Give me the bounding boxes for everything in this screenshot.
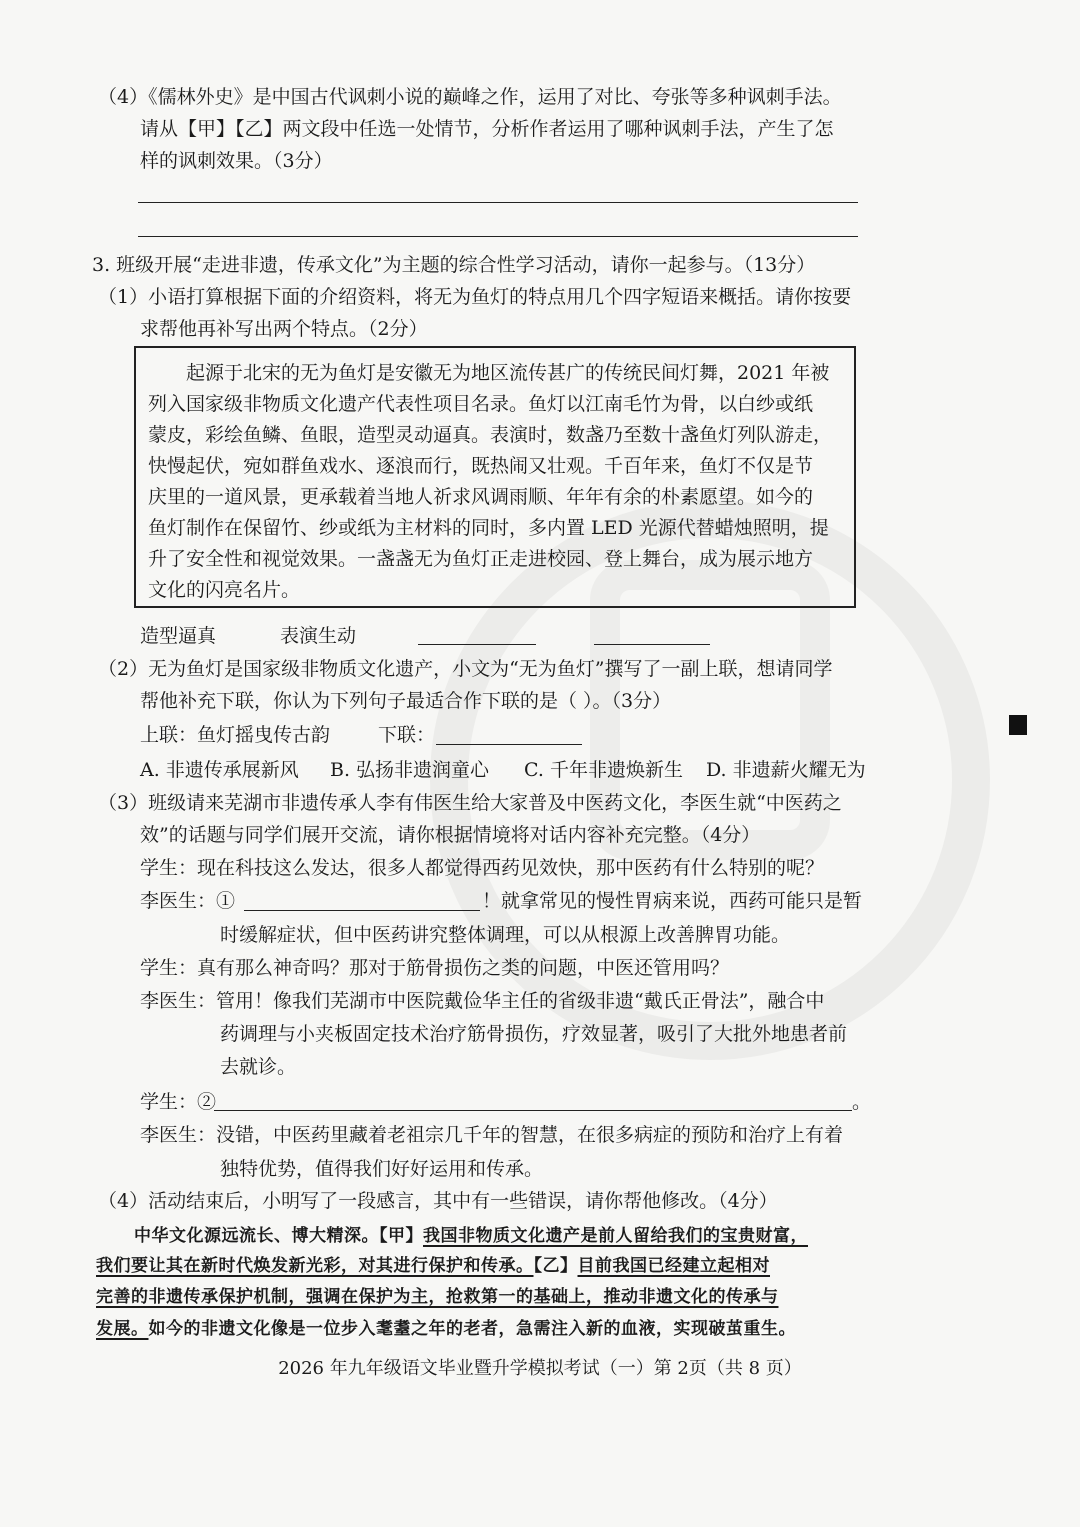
material-line: 列入国家级非物质文化遗产代表性项目名录。鱼灯以江南毛竹为骨，以白纱或纸	[148, 393, 814, 415]
dialog-doctor-2-line-1: 李医生：管用！像我们芜湖市中医院戴俭华主任的省级非遗“戴氏正骨法”，融合中	[140, 990, 825, 1012]
dialog-doctor-1-suffix: ！就拿常见的慢性胃病来说，西药可能只是暂	[482, 890, 863, 912]
dialog-student-1: 学生：现在科技这么发达，很多人都觉得西药见效快，那中医药有什么特别的呢？	[140, 857, 825, 879]
dialog-doctor-1-cont: 时缓解症状，但中医药讲究整体调理，可以从根源上改善脾胃功能。	[220, 924, 791, 946]
sentence-yi: 目前我国已经建立起相对	[577, 1256, 770, 1276]
q2-4-line-2: 请从【甲】【乙】两文段中任选一处情节，分析作者运用了哪种讽刺手法，产生了怎	[140, 118, 834, 140]
reflection-line-2	[96, 1253, 770, 1279]
feature-blank-1[interactable]	[418, 644, 536, 645]
reflection-line-1	[134, 1223, 808, 1249]
option-b[interactable]: B. 弘扬非遗润童心	[330, 759, 490, 781]
material-line: 升了安全性和视觉效果。一盏盏无为鱼灯正走进校园、登上舞台，成为展示地方	[148, 548, 814, 570]
feature-2: 表演生动	[280, 625, 357, 647]
material-line: 起源于北宋的无为鱼灯是安徽无为地区流传甚广的传统民间灯舞，2021 年被	[186, 362, 830, 384]
material-line: 文化的闪亮名片。	[148, 579, 301, 601]
q2-4-line-1: （4）《儒林外史》是中国古代讽刺小说的巅峰之作，运用了对比、夸张等多种讽刺手法。	[98, 86, 842, 108]
reflection-line-3: 完善的非遗传承保护机制，强调在保护为主，抢救第一的基础上，推动非遗文化的传承与	[96, 1287, 779, 1307]
reflection-line-4	[96, 1316, 796, 1342]
black-square-mark	[1009, 715, 1027, 735]
dialog-doctor-2-line-2: 药调理与小夹板固定技术治疗筋骨损伤，疗效显著，吸引了大批外地患者前	[220, 1023, 848, 1045]
dialog-blank-2[interactable]	[214, 1110, 852, 1111]
feature-1: 造型逼真	[140, 625, 217, 647]
page-footer: 2026 年九年级语文毕业暨升学模拟考试（一）第 2页（共 8 页）	[278, 1358, 802, 1379]
q2-4-line-3: 样的讽刺效果。（3分）	[140, 150, 333, 172]
option-d[interactable]: D. 非遗薪火耀无为	[706, 759, 866, 781]
answer-line-2[interactable]	[138, 236, 858, 237]
couplet-upper: 上联：鱼灯摇曳传古韵	[140, 724, 331, 746]
q3-2-line-2: 帮他补充下联，你认为下列句子最适合作下联的是（ ）。（3分）	[140, 690, 672, 712]
option-c[interactable]: C. 千年非遗焕新生	[524, 759, 683, 781]
dialog-doctor-2-line-3: 去就诊。	[220, 1056, 297, 1078]
dialog-student-3-suffix: 。	[852, 1091, 872, 1113]
dialog-doctor-3-line-2: 独特优势，值得我们好好运用和传承。	[220, 1158, 544, 1180]
sentence-yi-end: 发展。	[96, 1319, 149, 1339]
option-a[interactable]: A. 非遗传承展新风	[140, 759, 299, 781]
label-yi: 【乙】	[533, 1256, 578, 1276]
dialog-student-3-prefix: 学生：②	[140, 1091, 217, 1113]
couplet-lower-label: 下联：	[378, 724, 436, 746]
q3-2-line-1: （2）无为鱼灯是国家级非物质文化遗产，小文为“无为鱼灯”撰写了一副上联，想请同学	[98, 658, 833, 680]
q3-3-line-1: （3）班级请来芜湖市非遗传承人李有伟医生给大家普及中医药文化，李医生就“中医药之	[98, 792, 842, 814]
reflection-segment: 中华文化源远流长、博大精深。【甲】	[134, 1226, 423, 1246]
q3-title: 3. 班级开展“走进非遗，传承文化”为主题的综合性学习活动，请你一起参与。（13分）	[92, 254, 816, 276]
material-line: 庆里的一道风景，更承载着当地人祈求风调雨顺、年年有余的朴素愿望。如今的	[148, 486, 814, 508]
sentence-jia-cont: 我们要让其在新时代焕发新光彩，对其进行保护和传承。	[96, 1256, 534, 1276]
feature-blank-2[interactable]	[594, 644, 710, 645]
dialog-doctor-3-line-1: 李医生：没错，中医药里藏着老祖宗几千年的智慧，在很多病症的预防和治疗上有着	[140, 1124, 844, 1146]
q3-4-line-1: （4）活动结束后，小明写了一段感言，其中有一些错误，请你帮他修改。（4分）	[98, 1190, 778, 1212]
reflection-final: 如今的非遗文化像是一位步入耄耋之年的老者，急需注入新的血液，实现破茧重生。	[148, 1319, 796, 1339]
dialog-student-2: 学生：真有那么神奇吗？那对于筋骨损伤之类的问题，中医还管用吗？	[140, 957, 730, 979]
material-line: 快慢起伏，宛如群鱼戏水、逐浪而行，既热闹又壮观。千百年来，鱼灯不仅是节	[148, 455, 814, 477]
couplet-blank[interactable]	[436, 744, 582, 745]
sentence-jia: 我国非物质文化遗产是前人留给我们的宝贵财富，	[423, 1226, 808, 1246]
answer-line-1[interactable]	[138, 202, 858, 203]
q3-1-line-2: 求帮他再补写出两个特点。（2分）	[140, 318, 428, 340]
dialog-doctor-1-prefix: 李医生：①	[140, 890, 236, 912]
q3-1-line-1: （1）小语打算根据下面的介绍资料，将无为鱼灯的特点用几个四字短语来概括。请你按要	[98, 286, 852, 308]
material-line: 鱼灯制作在保留竹、纱或纸为主材料的同时，多内置 LED 光源代替蜡烛照明，提	[148, 517, 829, 539]
material-line: 蒙皮，彩绘鱼鳞、鱼眼，造型灵动逼真。表演时，数盏乃至数十盏鱼灯列队游走，	[148, 424, 833, 446]
dialog-blank-1[interactable]	[244, 910, 480, 911]
q3-3-line-2: 效”的话题与同学们展开交流，请你根据情境将对话内容补充完整。（4分）	[140, 824, 761, 846]
